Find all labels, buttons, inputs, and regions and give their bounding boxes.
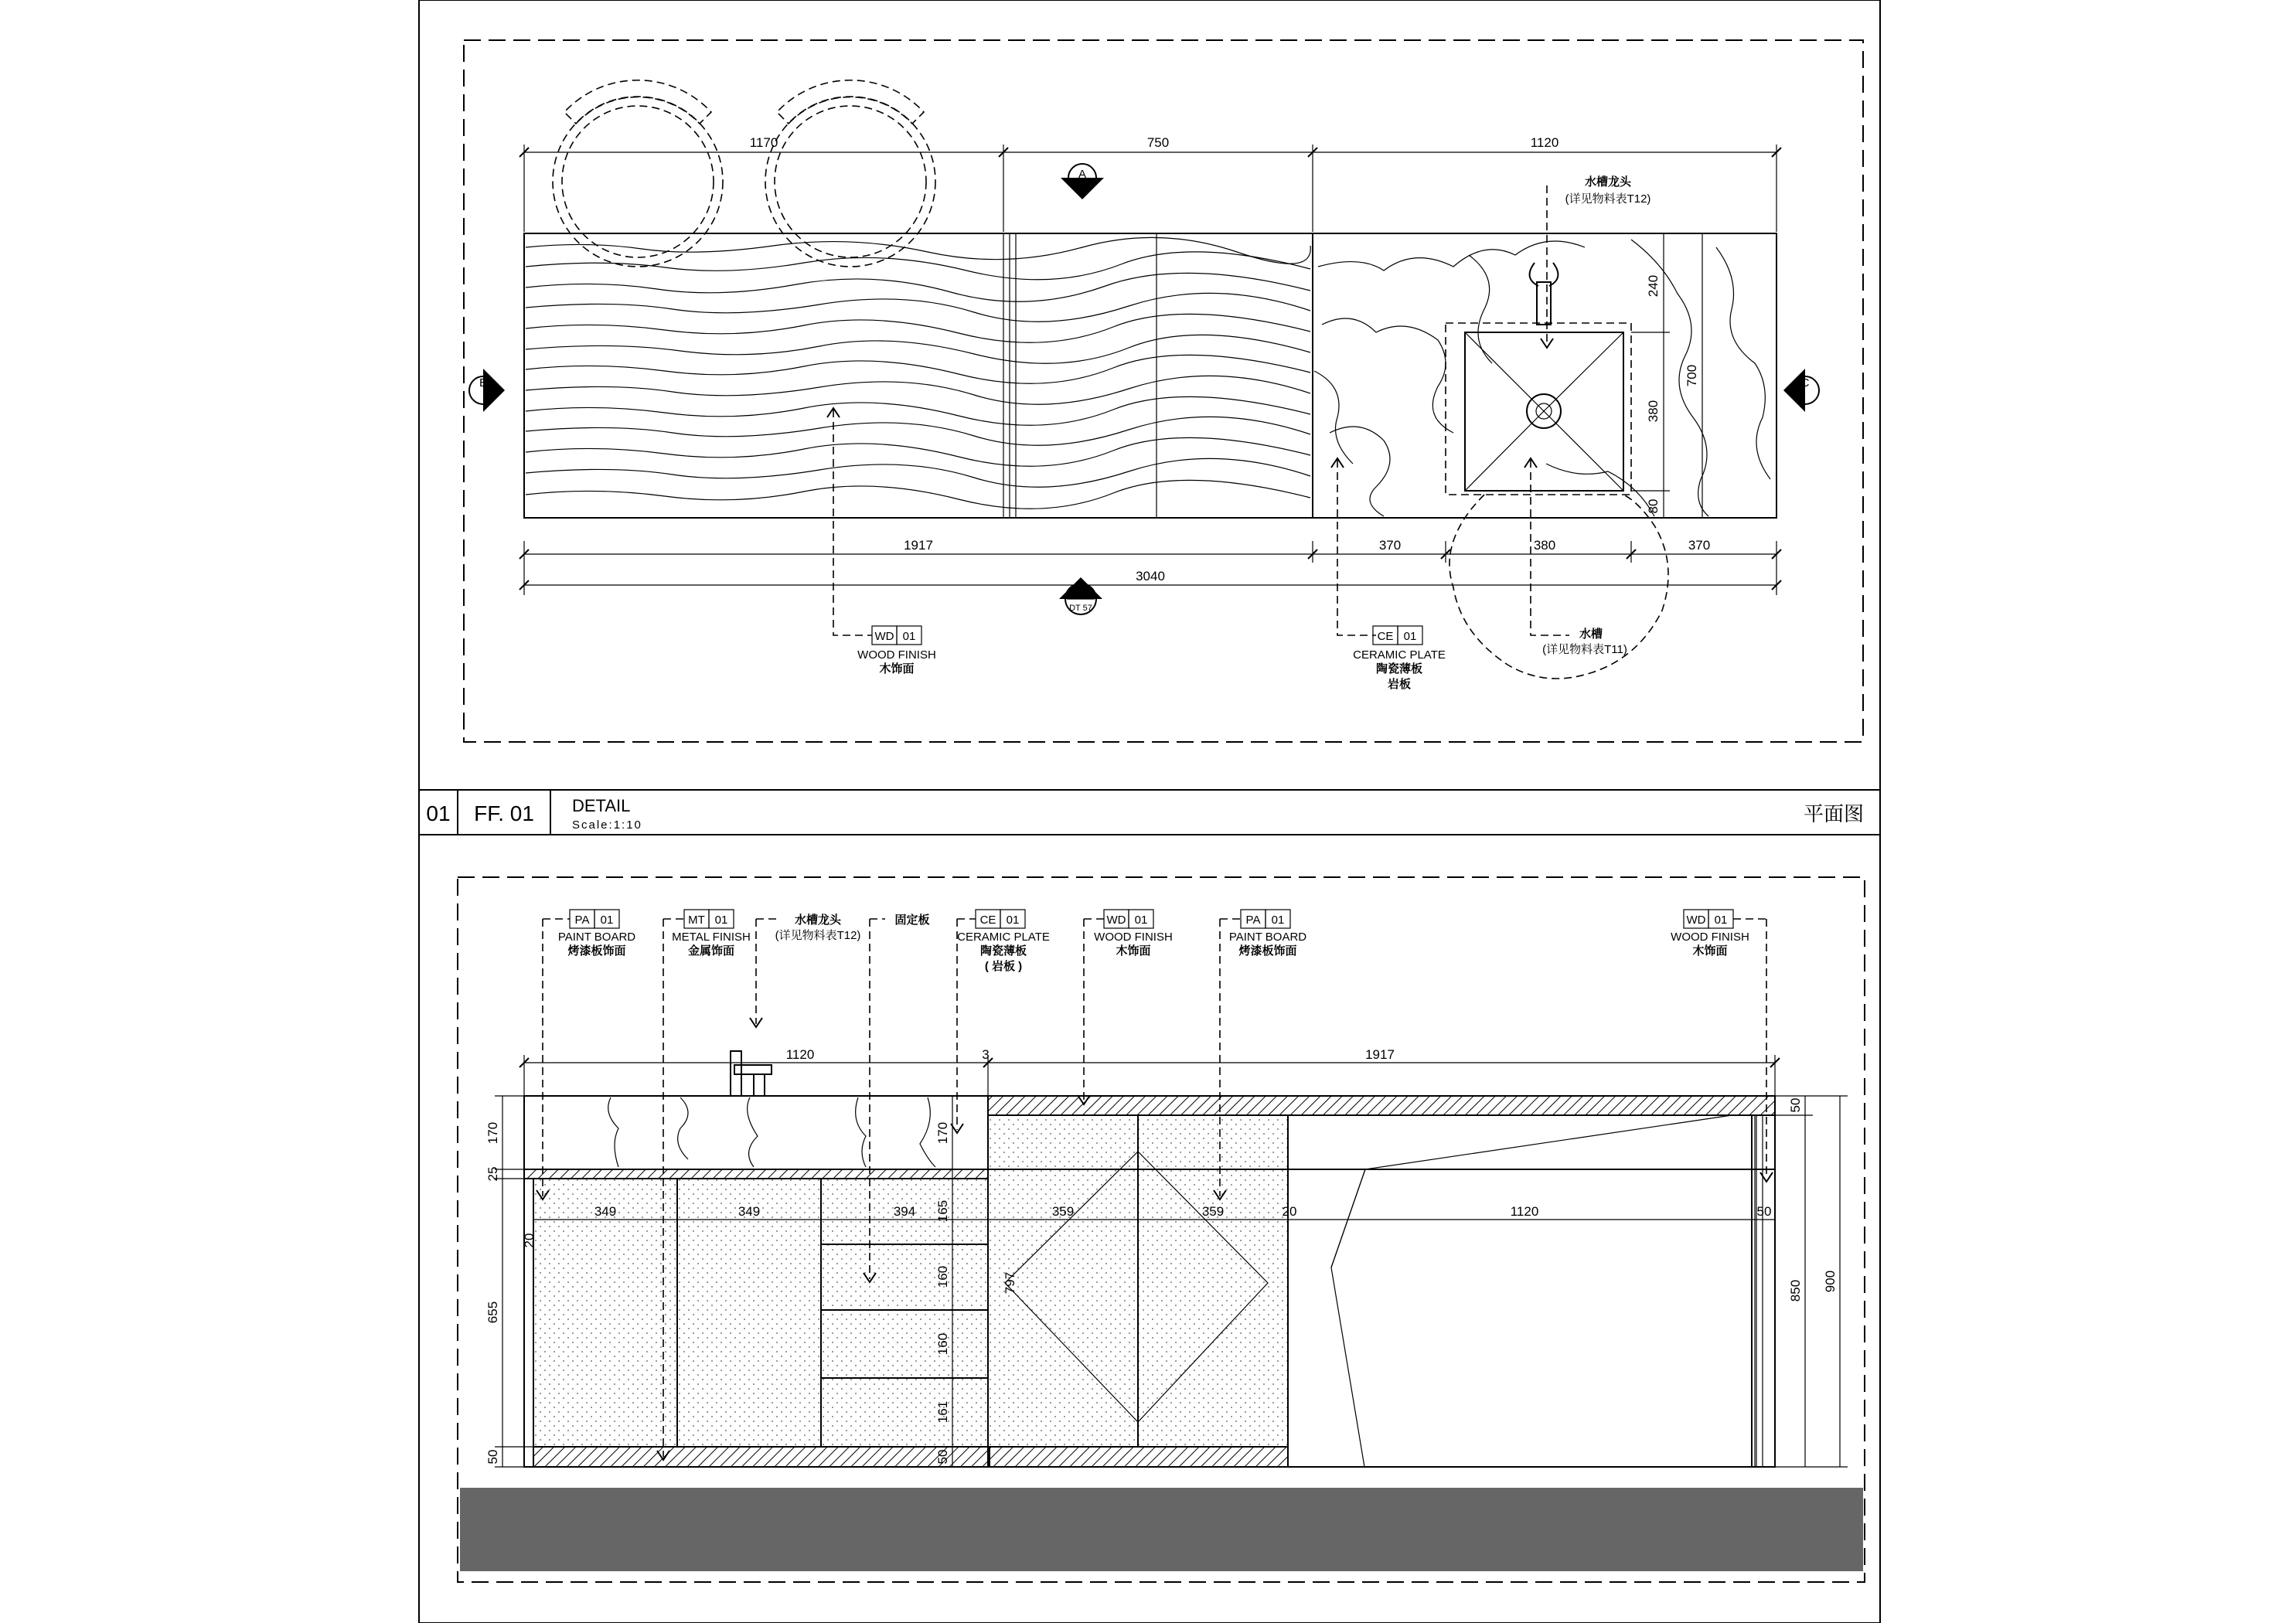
plan-bottom-dim-4: 370 (1688, 538, 1711, 553)
svg-text:岩板: 岩板 (1387, 678, 1412, 691)
svg-text:655: 655 (485, 1301, 500, 1324)
svg-text:WD: WD (874, 630, 894, 643)
svg-text:25: 25 (485, 1166, 500, 1182)
elevation-mid-dimensions (935, 1096, 952, 1467)
plinth-left (533, 1447, 990, 1467)
plan-side-dim-1: 240 (1646, 274, 1661, 298)
svg-text:01: 01 (600, 914, 614, 927)
elevation-label-paint-board (537, 910, 635, 1199)
section-marker-b (469, 369, 505, 412)
svg-text:PA: PA (574, 914, 590, 927)
svg-text:01: 01 (1714, 914, 1728, 927)
elevation-left-dimensions (485, 1096, 537, 1467)
plan-faucet-note (1541, 175, 1650, 348)
svg-text:161: 161 (935, 1400, 950, 1424)
svg-text:01: 01 (1403, 630, 1417, 643)
elevation-right-dimensions (1775, 1096, 1848, 1467)
svg-text:170: 170 (935, 1121, 950, 1145)
drawer-front (821, 1244, 988, 1310)
cabinet-door (533, 1179, 677, 1447)
svg-text:160: 160 (935, 1265, 950, 1288)
svg-text:CERAMIC PLATE: CERAMIC PLATE (957, 931, 1050, 944)
svg-text:01: 01 (1271, 914, 1285, 927)
svg-text:烤漆板饰面: 烤漆板饰面 (1238, 944, 1297, 958)
svg-text:烤漆板饰面: 烤漆板饰面 (567, 944, 626, 958)
svg-text:01: 01 (902, 630, 916, 643)
svg-text:MT: MT (688, 914, 705, 927)
svg-text:1917: 1917 (1365, 1047, 1395, 1062)
plan-sink-note (1524, 458, 1627, 656)
svg-text:( 岩板 ): ( 岩板 ) (984, 960, 1023, 973)
svg-text:165: 165 (935, 1199, 950, 1223)
plan-view (464, 40, 1863, 742)
svg-text:陶瓷薄板: 陶瓷薄板 (979, 944, 1027, 958)
svg-text:50: 50 (485, 1449, 500, 1465)
svg-text:D: D (1076, 587, 1085, 600)
svg-text:METAL FINISH: METAL FINISH (672, 931, 751, 944)
drawing-scale: Scale:1:10 (572, 818, 642, 832)
svg-text:359: 359 (1201, 1204, 1225, 1219)
plan-bottom-dim-1: 1917 (904, 538, 933, 553)
plan-dim-1: 1170 (749, 135, 778, 150)
svg-text:木饰面: 木饰面 (1692, 944, 1728, 958)
drawing-code: FF. 01 (474, 801, 534, 825)
svg-text:01: 01 (1134, 914, 1148, 927)
elevation-faucet-note (750, 914, 860, 1027)
view-name: 平面图 (1803, 802, 1865, 825)
cabinet-door (677, 1179, 821, 1447)
svg-text:A: A (1078, 168, 1087, 181)
svg-text:170: 170 (485, 1121, 500, 1145)
svg-text:3: 3 (982, 1047, 990, 1062)
svg-text:359: 359 (1051, 1204, 1075, 1219)
drawer-front (821, 1310, 988, 1378)
svg-text:CE: CE (1377, 630, 1394, 643)
svg-text:900: 900 (1823, 1270, 1838, 1293)
seating-panel (1331, 1115, 1755, 1467)
svg-text:(详见物料表T11): (详见物料表T11) (1542, 643, 1627, 656)
svg-text:木饰面: 木饰面 (1116, 944, 1151, 958)
svg-text:1120: 1120 (785, 1047, 815, 1062)
svg-text:850: 850 (1788, 1279, 1803, 1302)
svg-text:349: 349 (594, 1204, 617, 1219)
faucet-icon (1530, 263, 1558, 325)
plan-side-dim-4: 700 (1685, 364, 1699, 387)
svg-text:01: 01 (714, 914, 728, 927)
svg-text:WOOD FINISH: WOOD FINISH (1671, 931, 1749, 944)
svg-text:B: B (479, 376, 488, 390)
svg-text:1120: 1120 (1510, 1204, 1539, 1219)
plan-side-dim-3: 80 (1646, 498, 1661, 514)
svg-text:160: 160 (935, 1332, 950, 1356)
elevation-view (458, 877, 1865, 1582)
svg-text:CE: CE (979, 914, 996, 927)
stool-outline (553, 80, 723, 267)
svg-text:水槽: 水槽 (1579, 628, 1603, 641)
svg-text:C: C (1800, 376, 1810, 390)
plan-dim-2: 750 (1146, 135, 1170, 150)
elevation-label-wood-finish (1671, 910, 1773, 1182)
plan-bottom-dim-2: 370 (1378, 538, 1402, 553)
svg-text:PAINT BOARD: PAINT BOARD (557, 931, 636, 944)
faucet-elevation-icon (731, 1051, 772, 1096)
svg-text:349: 349 (738, 1204, 761, 1219)
plan-bottom-dimensions (519, 538, 1781, 595)
svg-text:陶瓷薄板: 陶瓷薄板 (1375, 662, 1423, 675)
svg-text:水槽龙头: 水槽龙头 (794, 914, 842, 927)
section-marker-d (1059, 577, 1102, 614)
svg-text:50: 50 (1788, 1097, 1803, 1113)
elevation-top-dimensions (519, 1047, 1780, 1096)
drawing-title: DETAIL (572, 796, 631, 815)
svg-text:394: 394 (893, 1204, 916, 1219)
plan-bottom-dim-3: 380 (1533, 538, 1556, 553)
drawing-number: 01 (426, 801, 451, 825)
drawer-front (821, 1378, 988, 1447)
counter-top-outline (524, 233, 1777, 518)
plan-side-dim-2: 380 (1646, 400, 1661, 423)
svg-text:797: 797 (1003, 1271, 1017, 1295)
svg-text:固定板: 固定板 (894, 914, 930, 927)
svg-text:(详见物料表T12): (详见物料表T12) (1565, 192, 1651, 206)
plinth-right (988, 1447, 1288, 1467)
plan-dim-3: 1120 (1530, 135, 1559, 150)
stool-outline (765, 80, 935, 267)
svg-text:水槽龙头: 水槽龙头 (1584, 175, 1632, 189)
svg-text:50: 50 (1756, 1204, 1772, 1219)
title-bar (419, 790, 1880, 835)
svg-text:50: 50 (935, 1449, 950, 1465)
svg-text:PAINT BOARD: PAINT BOARD (1228, 931, 1307, 944)
wood-grain (526, 233, 1310, 518)
elevation-label-wood-finish (1078, 910, 1173, 1104)
svg-text:木饰面: 木饰面 (879, 662, 915, 675)
svg-text:金属饰面: 金属饰面 (687, 944, 735, 958)
svg-text:DT 57: DT 57 (1069, 604, 1092, 613)
svg-text:WOOD FINISH: WOOD FINISH (1094, 931, 1173, 944)
svg-text:CERAMIC PLATE: CERAMIC PLATE (1353, 648, 1446, 662)
svg-text:WOOD FINISH: WOOD FINISH (857, 648, 936, 662)
plan-overall-dim: 3040 (1136, 569, 1165, 584)
marble-veins-elevation (608, 1097, 935, 1167)
svg-text:20: 20 (522, 1233, 537, 1248)
sink-cutout-outline (1446, 323, 1631, 495)
svg-text:PA: PA (1245, 914, 1261, 927)
svg-text:WD: WD (1686, 914, 1706, 927)
plan-label-ceramic-plate (1331, 458, 1446, 691)
section-marker-a (1061, 164, 1104, 199)
floor-band (460, 1488, 1863, 1571)
svg-text:01: 01 (1006, 914, 1020, 927)
svg-text:(详见物料表T12): (详见物料表T12) (775, 929, 861, 942)
svg-text:20: 20 (1282, 1204, 1297, 1219)
svg-text:WD: WD (1106, 914, 1126, 927)
section-marker-c (1783, 369, 1819, 412)
